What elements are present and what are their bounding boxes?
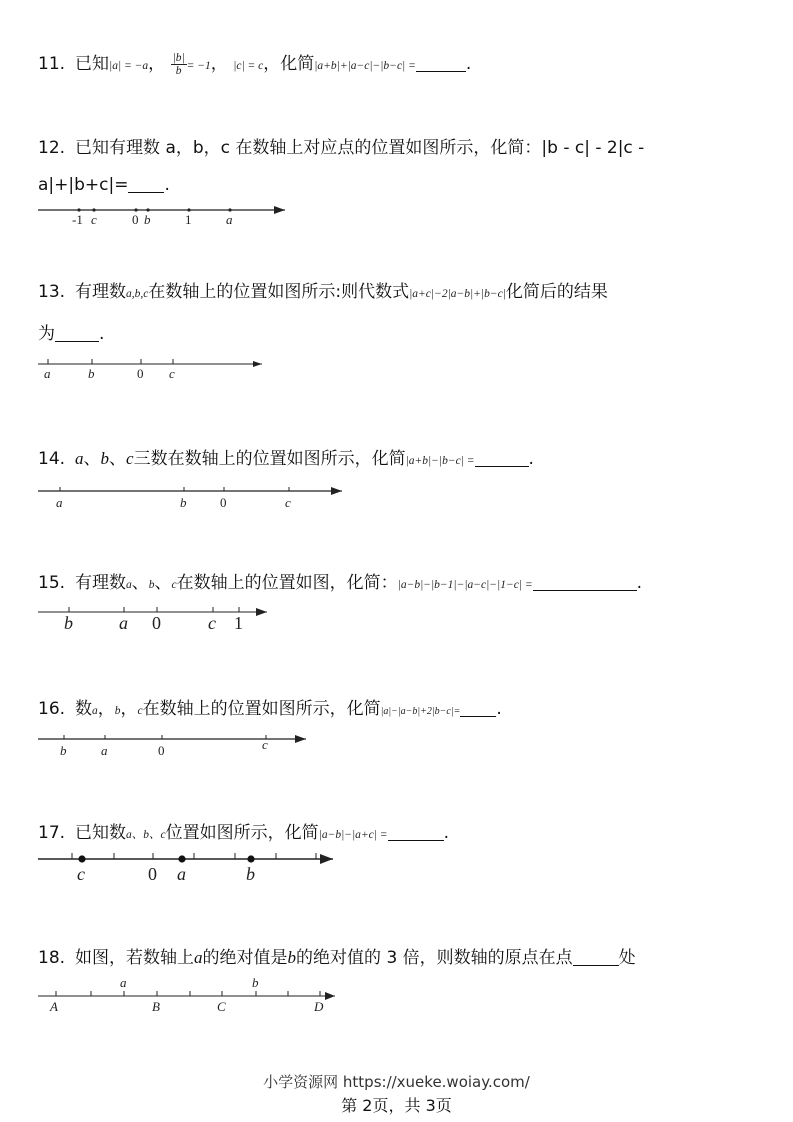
tick-label-a: a: [44, 366, 51, 381]
question-text: 在数轴上的位置如图所示，化简: [142, 699, 381, 719]
period: .: [528, 449, 534, 469]
condition-c: |c| = c: [233, 60, 264, 72]
period: .: [465, 54, 472, 74]
tick-label-a: a: [56, 495, 63, 510]
number-line-15: [0, 602, 793, 632]
tick-label-0: 0: [220, 495, 227, 510]
question-text: 数: [75, 699, 93, 719]
top-label-b: b: [252, 975, 259, 990]
question-text: ，化简: [263, 54, 315, 74]
question-number: 16.: [38, 699, 66, 719]
question-number: 12.: [38, 138, 66, 158]
expression: |a|−|a−b|+2|b−c|=: [380, 706, 461, 717]
var-b: b: [287, 948, 297, 967]
question-15: [38, 568, 642, 593]
number-line-17: [0, 849, 793, 883]
tick-label-b: b: [64, 613, 73, 633]
number-line-12: [0, 200, 793, 230]
period: .: [496, 699, 502, 719]
answer-blank: [128, 178, 164, 193]
fraction-denominator: b: [175, 64, 182, 77]
answer-blank: [475, 452, 529, 467]
question-number: 15.: [38, 573, 66, 593]
tick-label-0: 0: [137, 366, 144, 381]
answer-blank: [55, 327, 99, 342]
answer-blank: [573, 951, 619, 966]
tick-label-0: 0: [152, 613, 161, 633]
question-text: 三数在数轴上的位置如图所示，化简: [133, 449, 406, 469]
question-13: [38, 277, 608, 302]
question-text: 的绝对值的 3 倍，则数轴的原点在点: [296, 948, 573, 968]
var-a: a: [75, 449, 84, 468]
var-c: c: [171, 579, 177, 591]
var-b: b: [148, 579, 155, 591]
question-number: 11.: [38, 54, 66, 74]
question-text: 化简后的结果: [505, 282, 608, 302]
tick-label-0: 0: [132, 212, 139, 227]
tick-label-c: c: [285, 495, 291, 510]
question-text: 已知: [75, 54, 110, 74]
footer-site: 小学资源网 https://xueke.woiay.com/: [263, 1073, 530, 1091]
tick-label-c: c: [169, 366, 175, 381]
separator: ，: [97, 699, 115, 719]
tick-label-a: a: [101, 743, 108, 758]
tick-label-a: a: [119, 613, 128, 633]
answer-blank: [533, 576, 637, 591]
expression: |a+c|−2|a−b|+|b−c|: [409, 288, 506, 300]
period: .: [164, 175, 170, 195]
fraction: [171, 52, 187, 77]
tick-label-c: c: [91, 212, 97, 227]
answer-blank: [388, 826, 444, 841]
var-b: b: [100, 449, 110, 468]
question-text: 处: [618, 948, 636, 968]
question-number: 13.: [38, 282, 66, 302]
var-a: a: [92, 705, 98, 717]
variables: a,b,c: [126, 288, 149, 300]
question-18: [38, 943, 636, 968]
question-text: 如图，若数轴上: [75, 948, 195, 968]
expression: |a+b|+|a−c|−|b−c| =: [314, 60, 416, 72]
condition-b: = −1: [186, 60, 211, 72]
question-number: 14.: [38, 449, 66, 469]
tick-label-c: c: [77, 864, 85, 884]
point-label-B: B: [152, 999, 160, 1014]
tick-label-0: 0: [158, 743, 165, 758]
var-c: c: [126, 449, 134, 468]
var-c: c: [137, 705, 143, 717]
period: .: [443, 823, 449, 843]
tick-label-a: a: [226, 212, 233, 227]
tick-label-a: a: [177, 864, 186, 884]
top-label-a: a: [120, 975, 127, 990]
var-a: a: [194, 948, 203, 967]
question-11: [38, 49, 471, 77]
number-line-14: [0, 481, 793, 511]
point-label-D: D: [314, 999, 324, 1014]
tick-label-b: b: [144, 212, 151, 227]
question-17: [38, 818, 449, 843]
tick-label-0: 0: [148, 864, 157, 884]
question-text: 的绝对值是: [202, 948, 288, 968]
question-text: 有理数: [75, 573, 127, 593]
question-16: [38, 694, 502, 719]
separator: 、: [131, 573, 149, 593]
tick-label-b: b: [60, 743, 67, 758]
separator: ，: [210, 54, 228, 74]
var-b: b: [114, 705, 121, 717]
tick-label-1: 1: [234, 613, 243, 633]
question-text: 已知有理数 a，b，c 在数轴上对应点的位置如图所示，化简：|b - c| - 2|c -: [75, 138, 645, 158]
fraction-numerator: |b|: [172, 51, 185, 64]
point-label-A: A: [50, 999, 58, 1014]
tick-label-b: b: [246, 864, 255, 884]
separator: ，: [120, 699, 138, 719]
question-12-line2: [38, 175, 170, 195]
question-text: 有理数: [75, 282, 127, 302]
tick-label-minus1: -1: [72, 212, 83, 227]
variables: a、b、c: [126, 829, 166, 841]
separator: ，: [148, 54, 166, 74]
question-text: 为: [38, 324, 55, 344]
separator: 、: [83, 449, 101, 469]
period: .: [99, 324, 105, 344]
expression: |a−b|−|b−1|−|a−c|−|1−c| =: [397, 579, 533, 591]
tick-label-1: 1: [185, 212, 192, 227]
answer-blank: [416, 57, 466, 72]
expression: |a+b|−|b−c| =: [405, 455, 475, 467]
question-12: [38, 133, 644, 158]
question-number: 18.: [38, 948, 66, 968]
period: .: [636, 573, 643, 593]
point-label-C: C: [217, 999, 226, 1014]
question-number: 17.: [38, 823, 66, 843]
question-14: [38, 444, 534, 469]
expression: |a−b|−|a+c| =: [318, 829, 388, 841]
question-text: 在数轴上的位置如图，化简：: [176, 573, 398, 593]
question-text: 已知数: [75, 823, 127, 843]
tick-label-c: c: [262, 737, 268, 752]
number-line-13: [0, 354, 793, 384]
tick-label-b: b: [180, 495, 187, 510]
var-a: a: [126, 579, 132, 591]
question-text: 在数轴上的位置如图所示:则代数式: [148, 282, 410, 302]
number-line-18: [0, 976, 793, 1016]
tick-label-c: c: [208, 613, 216, 633]
answer-blank: [460, 702, 496, 717]
separator: 、: [154, 573, 172, 593]
tick-label-b: b: [88, 366, 95, 381]
separator: 、: [109, 449, 127, 469]
number-line-16: [0, 729, 793, 759]
question-13-line2: [38, 319, 104, 344]
condition-a: |a| = −a: [109, 60, 149, 72]
question-text: 位置如图所示，化简: [165, 823, 319, 843]
question-text: a|+|b+c|=: [38, 175, 129, 195]
footer-page-number: 第 2页，共 3页: [341, 1096, 452, 1115]
